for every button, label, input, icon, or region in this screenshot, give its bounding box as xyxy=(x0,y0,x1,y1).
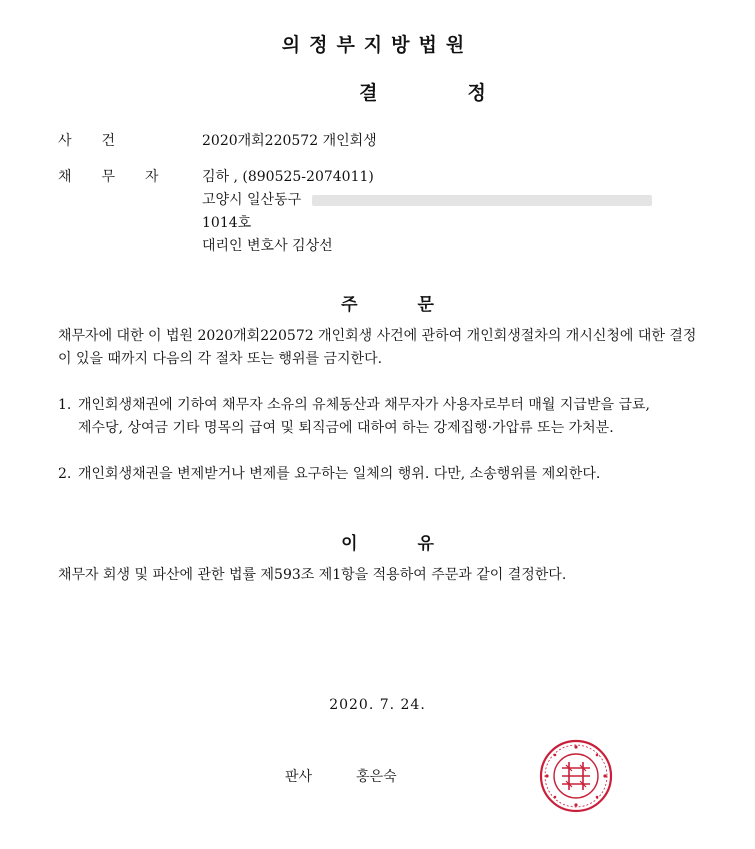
order-item-number: 2. xyxy=(58,466,72,482)
order-intro: 채무자에 대한 이 법원 2020개회220572 개인회생 사건에 관하여 개인회생절차의 개시신청에 대한 결정이 있을 때까지 다음의 각 절차 또는 행위를 금지한다. xyxy=(58,328,697,367)
case-label: 사건 xyxy=(58,133,146,149)
order-item-number: 1. xyxy=(58,397,72,413)
document-title: 결정 xyxy=(359,82,576,104)
debtor-address-line1: 고양시 일산동구 xyxy=(202,192,302,208)
judge-signature xyxy=(285,766,397,786)
reason-text: 채무자 회생 및 파산에 관한 법률 제593조 제1항을 적용하여 주문과 같이 결정한다. xyxy=(58,567,567,583)
case-value: 2020개회220572 개인회생 xyxy=(202,133,377,149)
decision-date: 2020. 7. 24. xyxy=(329,697,426,713)
reason-heading: 이유 xyxy=(341,534,494,554)
order-item-text: 개인회생채권에 기하여 채무자 소유의 유체동산과 채무자가 사용자로부터 매월 지급받을 급료, 제수당, 상여금 기타 명목의 급여 및 퇴직금에 대하여 하는 강제집행·가압류 또는 가처분. xyxy=(78,397,650,436)
debtor-label: 채무자 xyxy=(58,169,189,185)
debtor-address xyxy=(202,189,652,209)
redaction-bar xyxy=(312,195,652,206)
judge-name: 홍은숙 xyxy=(356,769,397,785)
order-item-text: 개인회생채권을 변제받거나 변제를 요구하는 일체의 행위. 다만, 소송행위를 제외한다. xyxy=(78,466,601,482)
debtor-agent: 대리인 변호사 김상선 xyxy=(202,238,333,254)
court-name: 의정부지방법원 xyxy=(281,34,474,56)
court-seal-icon xyxy=(538,738,614,814)
debtor-address-line2: 1014호 xyxy=(202,215,252,231)
judge-title: 판사 xyxy=(285,769,313,785)
debtor-name: 김하 , (890525-2074011) xyxy=(202,169,374,185)
order-heading: 주문 xyxy=(341,295,494,315)
